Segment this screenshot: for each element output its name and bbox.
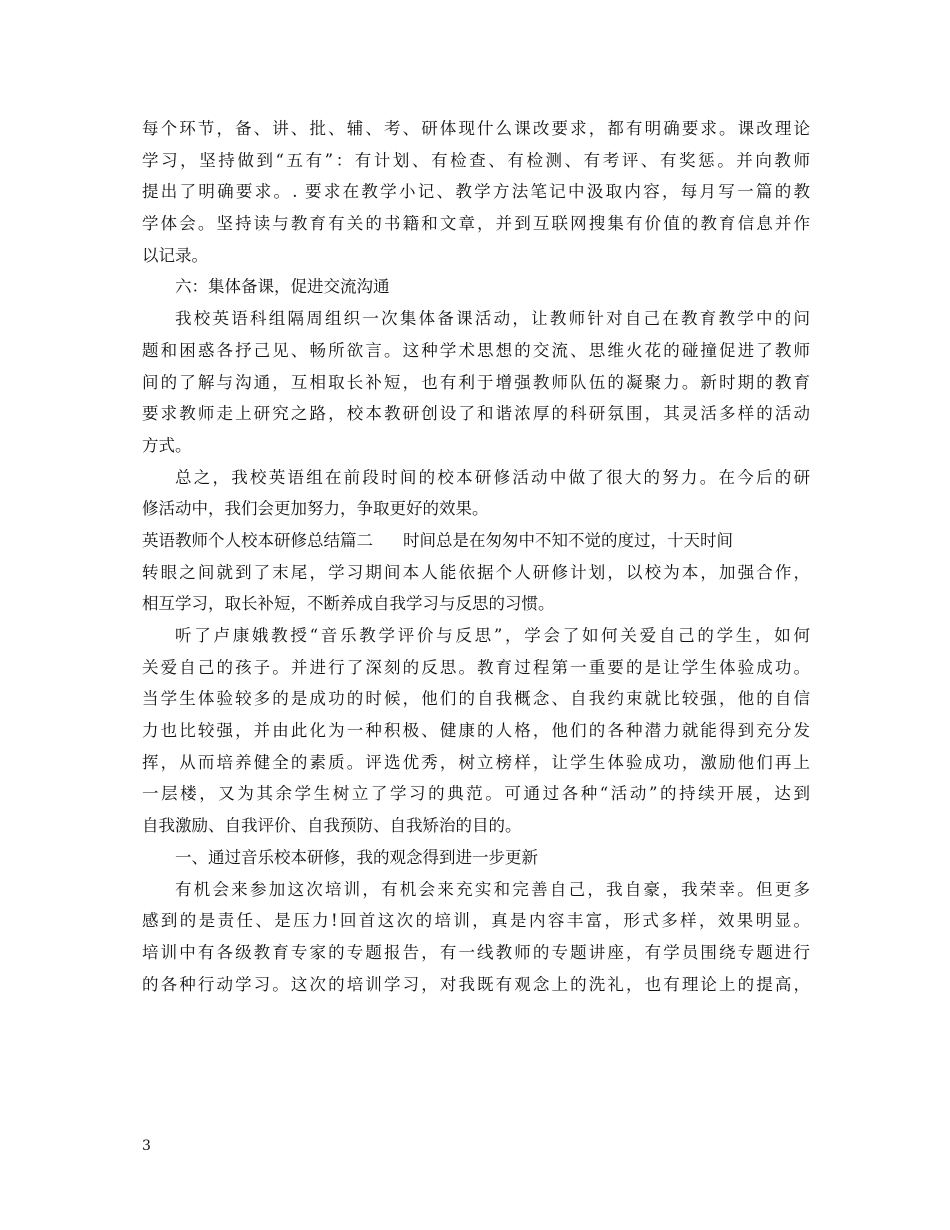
section-heading-six: 六：集体备课，促进交流沟通 [175,277,390,297]
paragraph-start: 我校英语科组隔周组织一次集体备课活动，让教师针对自己在教育教学中的问 [175,309,810,329]
text-line: 感到的是责任、是压力!回首这次的培训，真是内容丰富，形式多样，效果明显。 [142,911,810,931]
text-line: 以记录。 [142,245,208,265]
text-line: 题和困惑各抒己见、畅所欲言。这种学术思想的交流、思维火花的碰撞促进了教师 [142,340,810,360]
text-line: 当学生体验较多的是成功的时候，他们的自我概念、自我约束就比较强，他的自信 [142,689,810,709]
text-line: 方式。 [142,435,192,455]
text-line: 一层楼，又为其余学生树立了学习的典范。可通过各种“活动”的持续开展，达到 [142,784,810,804]
paragraph-start: 总之，我校英语组在前段时间的校本研修活动中做了很大的努力。在今后的研 [175,467,810,487]
text-line: 学习，坚持做到“五有”：有计划、有检查、有检测、有考评、有奖惩。并向教师 [142,150,810,170]
text-line: 转眼之间就到了末尾，学习期间本人能依据个人研修计划，以校为本，加强合作， [142,562,810,582]
document-body [142,113,810,1000]
text-line: 提出了明确要求。. 要求在教学小记、教学方法笔记中汲取内容，每月写一篇的教 [142,182,810,202]
page-number: 3 [142,1138,151,1154]
paragraph-start: 有机会来参加这次培训，有机会来充实和完善自己，我自豪，我荣幸。但更多 [175,879,810,899]
text-line: 间的了解与沟通，互相取长补短，也有利于增强教师队伍的凝聚力。新时期的教育 [142,372,810,392]
text-line: 培训中有各级教育专家的专题报告，有一线教师的专题讲座，有学员围绕专题进行 [142,942,810,962]
section-heading-one: 一、通过音乐校本研修，我的观念得到进一步更新 [175,847,538,867]
text-line: 修活动中，我们会更加努力，争取更好的效果。 [142,499,489,519]
section-title-line [142,525,810,557]
section-title-continuation: 时间总是在匆匆中不知不觉的度过，十天时间 [403,530,733,550]
text-line: 自我激励、自我评价、自我预防、自我矫治的目的。 [142,816,522,836]
text-line: 关爱自己的孩子。并进行了深刻的反思。教育过程第一重要的是让学生体验成功。 [142,657,810,677]
text-line: 学体会。坚持读与教育有关的书籍和文章，并到互联网搜集有价值的教育信息并作 [142,214,810,234]
text-line: 每个环节，备、讲、批、辅、考、研体现什么课改要求，都有明确要求。课改理论 [142,119,810,138]
section-title: 英语教师个人校本研修总结篇二 [142,530,373,550]
text-line: 要求教师走上研究之路，校本教研创设了和谐浓厚的科研氛围，其灵活多样的活动 [142,404,810,424]
paragraph-start: 听了卢康娥教授“音乐教学评价与反思”，学会了如何关爱自己的学生，如何 [175,626,810,645]
text-line: 相互学习，取长补短，不断养成自我学习与反思的习惯。 [142,594,555,614]
text-line: 的各种行动学习。这次的培训学习，对我既有观念上的洗礼，也有理论上的提高， [142,974,810,994]
text-line: 力也比较强，并由此化为一种积极、健康的人格，他们的各种潜力就能得到充分发 [142,721,810,741]
text-line: 挥，从而培养健全的素质。评选优秀，树立榜样，让学生体验成功，激励他们再上 [142,752,810,772]
